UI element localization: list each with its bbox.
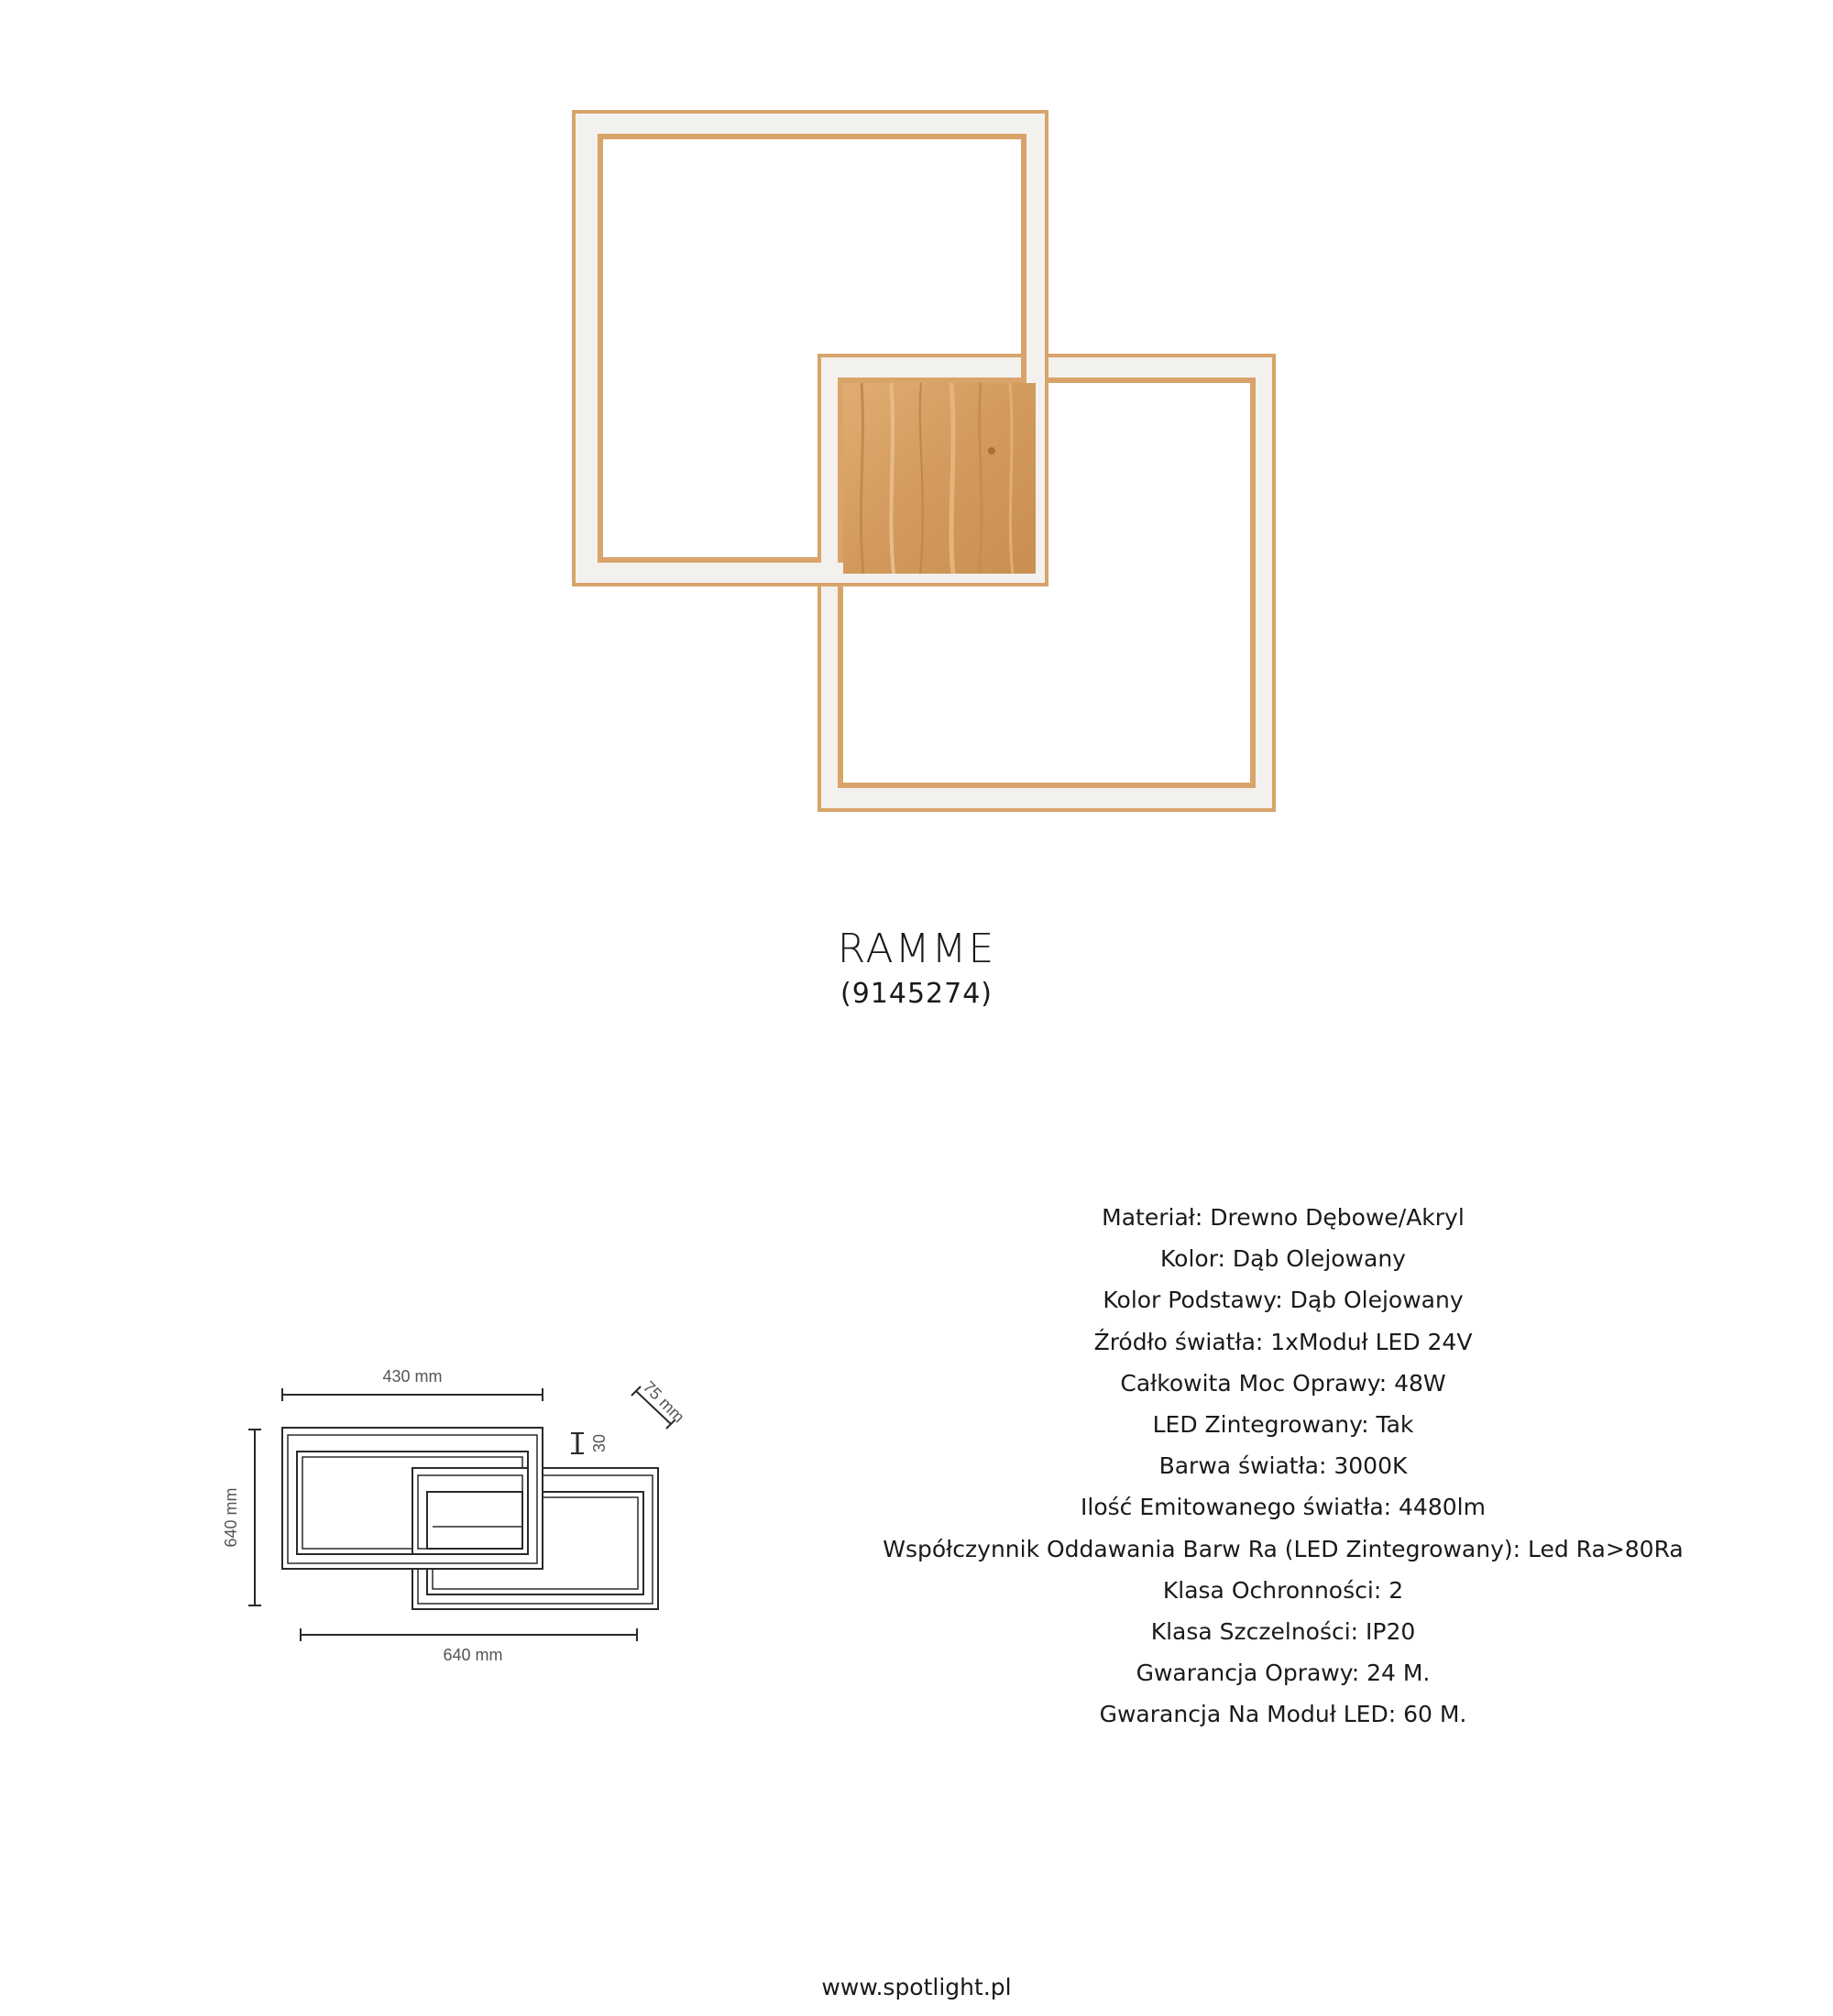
spec-ip-rating: Klasa Szczelności: IP20: [1150, 1617, 1416, 1645]
dimension-diagram: [211, 1356, 724, 1686]
spec-cri: Współczynnik Oddawania Barw Ra (LED Zintegrowany): Led Ra>80Ra: [883, 1535, 1684, 1562]
drawing-base: [412, 1468, 528, 1554]
dim-bottom-width: 640 mm: [443, 1646, 503, 1664]
spec-light-source: Źródło światła: 1xModuł LED 24V: [1093, 1328, 1473, 1355]
title-block: [0, 926, 1833, 1010]
spec-fixture-warranty: Gwarancja Oprawy: 24 M.: [1136, 1660, 1431, 1687]
spec-color: Kolor: Dąb Olejowany: [1160, 1245, 1406, 1273]
spec-protection-class: Klasa Ochronności: 2: [1162, 1576, 1404, 1604]
spec-light-color: Barwa światła: 3000K: [1158, 1452, 1408, 1480]
spec-luminous-flux: Ilość Emitowanego światła: 4480lm: [1081, 1494, 1486, 1521]
product-name: RAMME: [837, 926, 996, 972]
spec-base-color: Kolor Podstawy: Dąb Olejowany: [1103, 1287, 1464, 1314]
spec-total-power: Całkowita Moc Oprawy: 48W: [1120, 1369, 1446, 1397]
product-code: (9145274): [840, 977, 993, 1010]
spec-list: [825, 1197, 1741, 1735]
oak-base: [843, 383, 1036, 574]
spec-led-warranty: Gwarancja Na Moduł LED: 60 M.: [1099, 1701, 1467, 1728]
spec-material: Materiał: Drewno Dębowe/Akryl: [1102, 1204, 1465, 1231]
dim-top-width: 430 mm: [382, 1367, 443, 1386]
dim-thickness: 30: [590, 1433, 609, 1453]
dim-height: 640 mm: [222, 1487, 240, 1548]
footer-url[interactable]: www.spotlight.pl: [821, 1974, 1012, 2000]
dim-depth: 75 mm: [639, 1377, 688, 1427]
spec-integrated-led: LED Zintegrowany: Tak: [1152, 1410, 1414, 1438]
product-photo: [550, 101, 1283, 816]
